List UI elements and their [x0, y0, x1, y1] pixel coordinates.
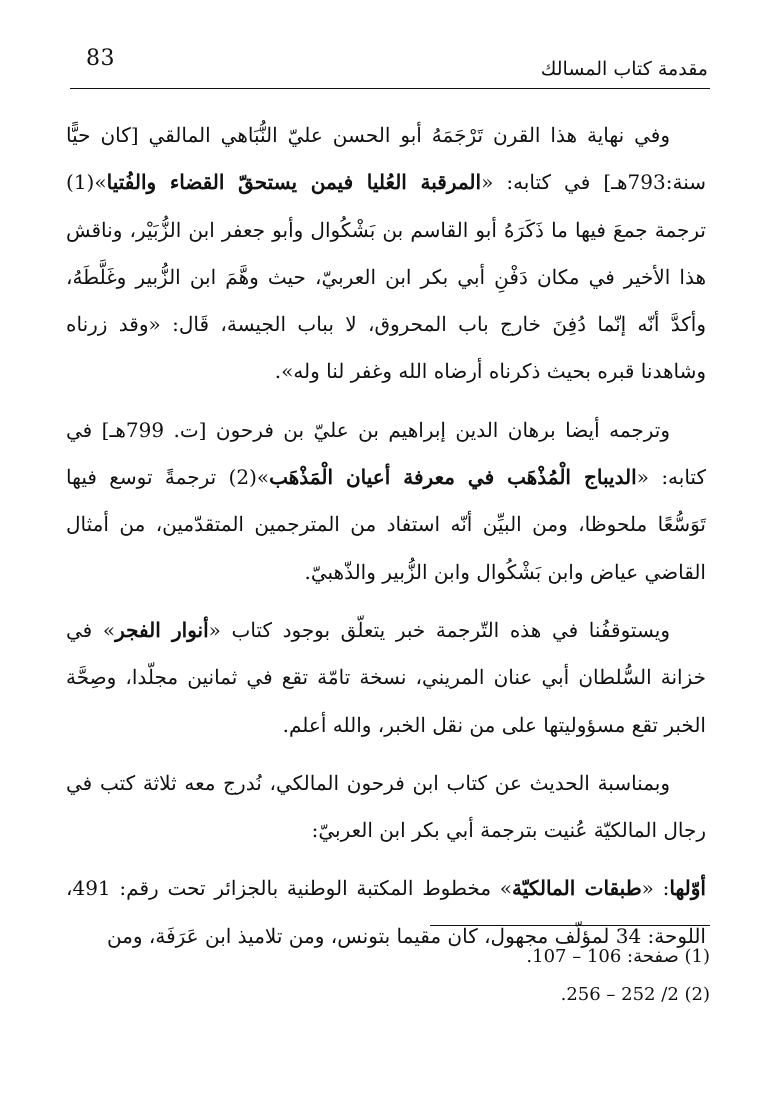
footnote-2: (2) 2/ 252 – 256. — [560, 984, 710, 1005]
book-title: المرقبة العُليا فيمن يستحقّ القضاء والفُتيا — [106, 170, 482, 195]
book-title: الديباج الْمُذْهَب في معرفة أعيان الْمَذْهَب — [269, 465, 637, 490]
paragraph-1: وفي نهاية هذا القرن تَرْجَمَهُ أبو الحسن عليّ النُّبَاهي المالقي [كان حيًّا سنة:793هـ] في كتابه: «المرقبة العُليا فيمن يستحقّ القضاء والفُتيا»(1) ترجمة جمعَ فيها ما ذَكَرَهُ أبو القاسم بن بَشْكُوال وأبو جعفر ابن الزُّبَيْر، وناقش هذا الأخير في مكان دَفْنِ أبي بكر ابن العربيّ، حيث وهَّمَ ابن الزُّبير وغَلَّطَهُ، وأكدَّ أنّه إنّما دُفِنَ خارج باب المحروق، لا بباب الجيسة، قَال: «وقد زرناه وشاهدنا قبره بحيث ذكرناه أرضاه الله وغفر لنا وله». — [66, 123, 706, 384]
footnotes — [310, 938, 710, 1014]
paragraph-3: ويستوقفُنا في هذه التّرجمة خبر يتعلّق بوجود كتاب «أنوار الفجر» في خزانة السُّلطان أبي عنان المريني، نسخة تامّة تقع في ثمانين مجلّدا، وصِحَّة الخبر تقع مسؤوليتها على من نقل الخبر، والله أعلم. — [66, 617, 706, 737]
footnote-rule — [430, 925, 710, 926]
footnote-1: (1) صفحة: 106 – 107. — [526, 946, 710, 967]
book-title: طبقات المالكيّة — [512, 876, 642, 901]
book-title: أنوار الفجر — [115, 617, 209, 642]
paragraph-5: أوّلها: «طبقات المالكيّة» مخطوط المكتبة الوطنية بالجزائر تحت رقم: 491، اللوحة: 34 لمؤلّف مجهول، كان مقيما بتونس، ومن تلاميذ ابن عَرَفَة، ومن — [66, 876, 706, 948]
header-rule — [70, 88, 710, 89]
paragraph-2: وترجمه أيضا برهان الدين إبراهيم بن عليّ بن فرحون [ت. 799هـ] في كتابه: «الديباج الْمُذْهَب في معرفة أعيان الْمَذْهَب»(2) ترجمةً توسع فيها تَوَسُّعًا ملحوظا، ومن البيِّن أنّه استفاد من المترجمين المتقدّمين، من أمثال القاضي عياض وابن بَشْكُوال وابن الزُّبير والذّهبيّ. — [66, 417, 706, 584]
paragraph-4: وبمناسبة الحديث عن كتاب ابن فرحون المالكي، نُدرج معه ثلاثة كتب في رجال المالكيّة عُنيت بترجمة أبي بكر ابن العربيّ: — [66, 770, 706, 843]
list-lead: أوّلها — [669, 876, 706, 901]
page-number: 83 — [86, 46, 115, 71]
body-text — [66, 112, 706, 971]
running-head: مقدمة كتاب المسالك — [540, 58, 708, 80]
